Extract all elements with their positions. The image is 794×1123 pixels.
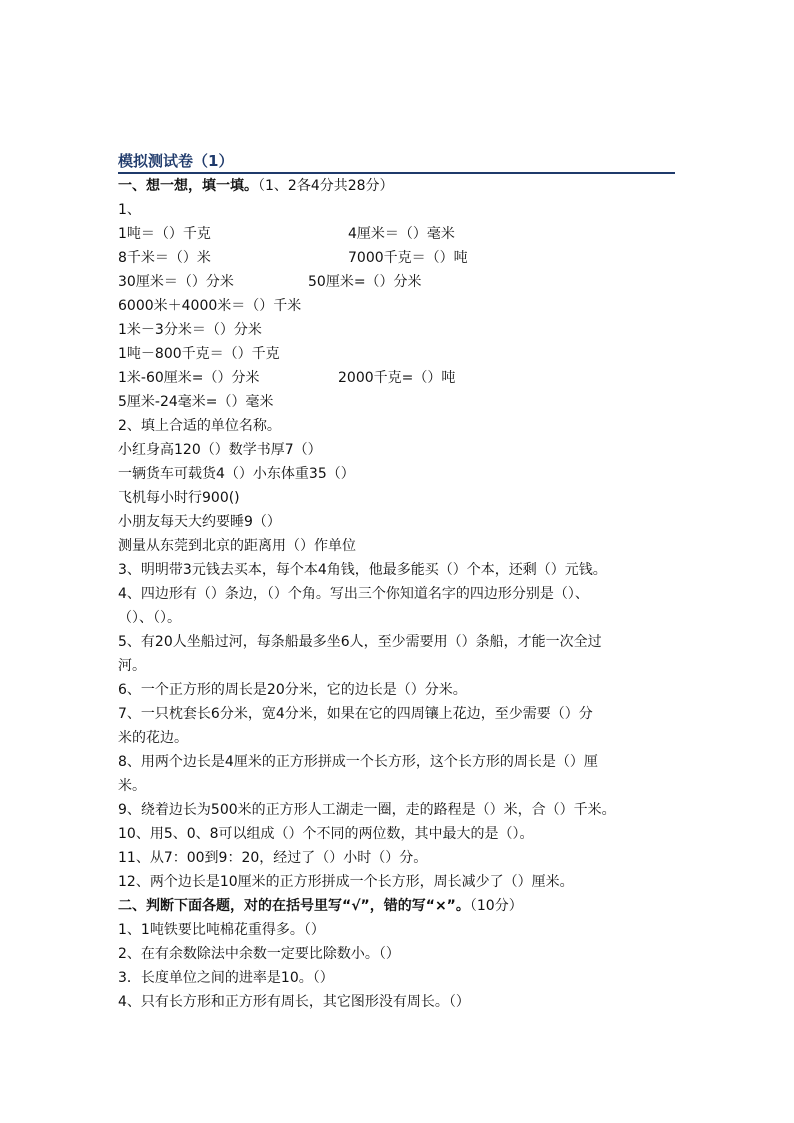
q1-left: 1吨－800千克＝（）千克 [118,346,280,362]
q1-left: 1吨＝（）千克 [118,226,211,242]
question-line: 3、明明带3元钱去买本，每个本4角钱，他最多能买（）个本，还剩（）元钱。 [118,562,607,578]
q1-left: 5厘米-24毫米=（）毫米 [118,394,274,410]
q2-label: 2、填上合适的单位名称。 [118,418,281,434]
question-line: 米的花边。 [118,730,188,746]
question-line: （）、（）。 [118,610,181,626]
q2-line: 一辆货车可载货4（）小东体重35（） [118,466,355,482]
q1-label: 1、 [118,202,141,218]
q1-row [118,222,678,246]
exam-page [118,150,678,1014]
question-line: 12、两个边长是10厘米的正方形拼成一个长方形，周长减少了（）厘米。 [118,874,574,890]
judgement-item: 1、1吨铁要比吨棉花重得多。（） [118,922,325,938]
q1-left: 6000米＋4000米＝（）千米 [118,298,302,314]
section1-heading: 一、想一想，填一填。 [118,178,258,194]
section2-heading: 二、判断下面各题，对的在括号里写“√”，错的写“×”。 [118,898,470,914]
q1-row [118,294,678,318]
q1-right: 2000千克=（）吨 [338,370,456,386]
question-line: 河。 [118,658,146,674]
judgement-item: 3．长度单位之间的进率是10。（） [118,970,334,986]
q1-right: 50厘米=（）分米 [308,274,422,290]
q1-left: 1米－3分米＝（）分米 [118,322,262,338]
section1-note: （1、2各4分共28分） [258,178,394,194]
q2-line: 测量从东莞到北京的距离用（）作单位 [118,538,356,554]
q2-line: 小红身高120（）数学书厚7（） [118,442,322,458]
q1-left: 30厘米＝（）分米 [118,274,234,290]
q1-row [118,366,678,390]
question-line: 10、用5、0、8可以组成（）个不同的两位数，其中最大的是（）。 [118,826,534,842]
q1-left: 8千米＝（）米 [118,250,211,266]
q1-row [118,390,678,414]
section2-heading-line [118,894,678,918]
question-line: 6、一个正方形的周长是20分米，它的边长是（）分米。 [118,682,467,698]
question-line: 5、有20人坐船过河，每条船最多坐6人，至少需要用（）条船，才能一次全过 [118,634,602,650]
judgement-item: 4、只有长方形和正方形有周长，其它图形没有周长。（） [118,994,470,1010]
q2-line: 飞机每小时行900() [118,490,240,506]
question-line: 7、一只枕套长6分米，宽4分米，如果在它的四周镶上花边，至少需要（）分 [118,706,593,722]
q1-left: 1米-60厘米=（）分米 [118,370,260,386]
question-line: 米。 [118,778,146,794]
q1-row [118,246,678,270]
question-line: 9、绕着边长为500米的正方形人工湖走一圈，走的路程是（）米，合（）千米。 [118,802,616,818]
q1-row [118,270,678,294]
q1-right: 7000千克＝（）吨 [348,250,468,266]
question-line: 11、从7：00到9：20，经过了（）小时（）分。 [118,850,428,866]
q1-rows [118,222,678,414]
exam-title: 模拟测试卷（1） [118,152,234,170]
q1-row [118,318,678,342]
judgement-item: 2、在有余数除法中余数一定要比除数小。（） [118,946,400,962]
section1-heading-line [118,174,678,198]
q1-right: 4厘米＝（）毫米 [348,226,455,242]
question-line: 8、用两个边长是4厘米的正方形拼成一个长方形，这个长方形的周长是（）厘 [118,754,598,770]
q2-line: 小朋友每天大约要睡9（） [118,514,281,530]
q1-row [118,342,678,366]
question-line: 4、四边形有（）条边，（）个角。写出三个你知道名字的四边形分别是（）、 [118,586,589,602]
section2-note: （10分） [469,898,523,914]
